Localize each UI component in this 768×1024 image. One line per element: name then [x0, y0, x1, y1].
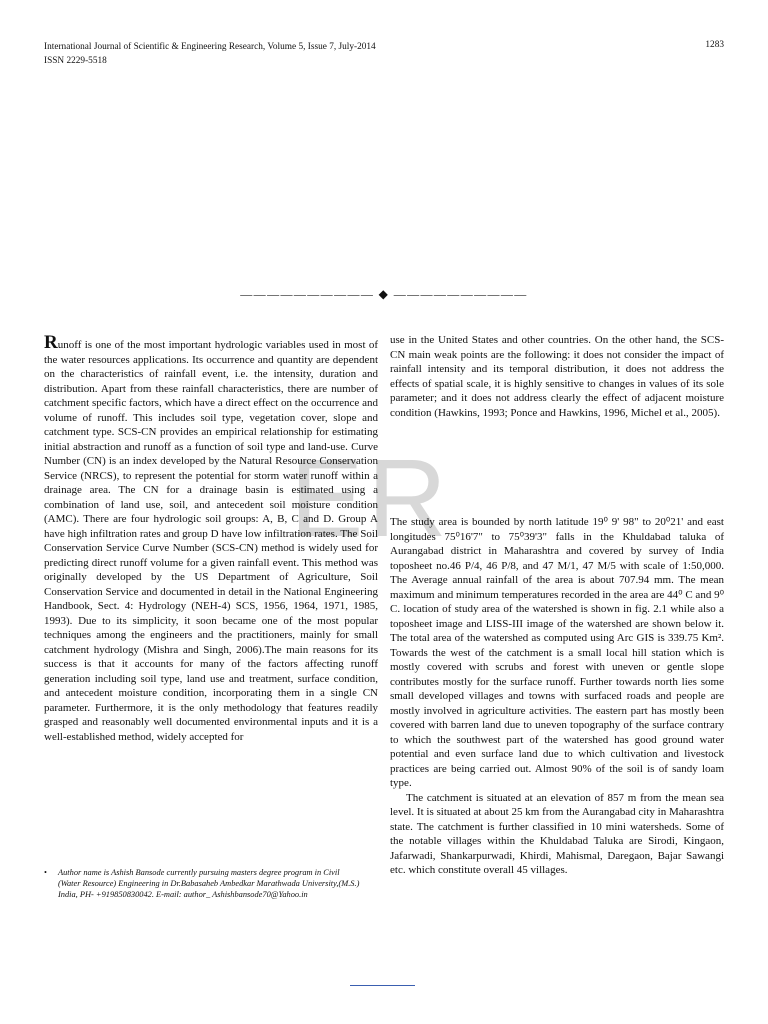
drop-cap: R [44, 332, 58, 353]
right-column-continuation [390, 333, 724, 420]
bottom-rule [350, 985, 415, 986]
running-header [44, 40, 376, 68]
intro-text: unoff is one of the most important hydrologic variables used in most of the water resources applications. Its occurrence and quantity are dependent on the characteristics of rainfall event, i.e. the intensity, duration and distribution. Apart from these rainfall characteristics, there are number of catchment specific factors, which have a direct effect on the occurrence and volume of runoff. This includes soil type, vegetation cover, slope and catchment type. SCS-CN provides an empirical relationship for estimating initial abstraction and runoff as a function of soil type and land-use. Curve Number (CN) is an index developed by the Natural Resource Conservation Service (NRCS), to represent the potential for storm water runoff within a drainage area. The CN for a drainage basin is estimated using a combination of land use, soil, and antecedent soil moisture condition (AMC). There are four hydrologic soil groups: A, B, C and D. Group A have high infiltration rates and group D have low infiltration rates. The Soil Conservation Service Curve Number (SCS-CN) method is widely used for predicting direct runoff volume for a given rainfall event. This method was originally developed by the US Department of Agriculture, Soil Conservation Service and documented in detail in the National Engineering Handbook, Sect. 4: Hydrology (NEH-4) SCS, 1956, 1964, 1971, 1985, 1993). Due to its simplicity, it soon became one of the most popular techniques among the engineers and the practitioners, mainly for small catchment hydrology (Mishra and Singh, 2006).The main reasons for its success is that it accounts for many of the factors affecting runoff generation including soil type, land use and treatment, surface condition, and antecedent moisture condition, incorporating them in a single CN parameter. Furthermore, it is the only methodology that features readily grasped and reasonably well documented environmental inputs and it is a well-established method, widely accepted for [44, 339, 378, 743]
page-number: 1283 [705, 40, 724, 50]
footnote-bullet: • [44, 868, 47, 877]
watermark: ER [290, 437, 451, 560]
left-column [44, 332, 378, 744]
intro-paragraph [44, 332, 378, 744]
issn: ISSN 2229-5518 [44, 56, 107, 66]
section-separator: —————————— ◆ —————————— [240, 287, 528, 301]
catchment-paragraph: The catchment is situated at an elevation of 857 m from the mean sea level. It is situated at about 25 km from the Aurangabad city in Maharashtra state. The catchment is further classified in 10 mini watersheds. Some of the notable villages within the Khuldabad Taluka are Sirodi, Kingaon, Jafarwadi, Shankarpurwadi, Khirdi, Mahismal, Daregaon, Bajar Sawangi etc. which constitute overall 45 villages. [390, 791, 724, 876]
right-column-study-area [390, 515, 724, 878]
continuation-paragraph: use in the United States and other countries. On the other hand, the SCS-CN main weak points are the following: it does not consider the impact of rainfall intensity and its temporal distribution, it does not address the effects of spatial scale, it is highly sensitive to changes in values of its sole parameter; and it does not address clearly the effect of adjacent moisture condition (Hawkins, 1993; Ponce and Hawkins, 1996, Michel et al., 2005). [390, 334, 724, 419]
journal-title: International Journal of Scientific & Engineering Research, Volume 5, Issue 7, July-2014 [44, 42, 376, 52]
study-area-paragraph: The study area is bounded by north latitude 19⁰ 9' 98" to 20⁰21' and east longitudes 75⁰16'7" to 75⁰39'3" falls in the Khuldabad taluka of Aurangabad district in Maharashtra and covered by survey of India toposheet no.46 P/4, 46 P/8, and 47 M/1, 47 M/5 with scale of 1:50,000. The Average annual rainfall of the area is about 707.94 mm. The mean maximum and minimum temperatures recorded in the area are 44⁰ C and 9⁰ C. location of study area of the watershed is shown in fig. 2.1 while also a toposheet image and LISS-III image of the watershed are shown below it. The total area of the watershed as computed using Arc GIS is 339.75 Km². Towards the west of the catchment is a small local hill station which is mostly covered with scrubs and forest with uneven or gentle slope contributes mostly for the surface runoff. Further towards north lies some small developed villages and towns with surfaced roads and people are mostly involved in agriculture activities. The eastern part has mostly been covered with barren land due to uneven topography of the surface contrary to which the southwest part of the watershed has good ground water potential and even surface land due to which cultivation and livestock practices are being carried out. Almost 90% of the soil is of sandy loam type. [390, 516, 724, 789]
footnote-text: Author name is Ashish Bansode currently pursuing masters degree program in Civil (Water Resource) Engineering in Dr.Babasaheb Ambedkar Marathwada University,(M.S.) India, PH- +919850830042. E-mail: author_ Ashishbansode70@Yahoo.in [58, 868, 360, 900]
author-footnote [44, 867, 364, 901]
